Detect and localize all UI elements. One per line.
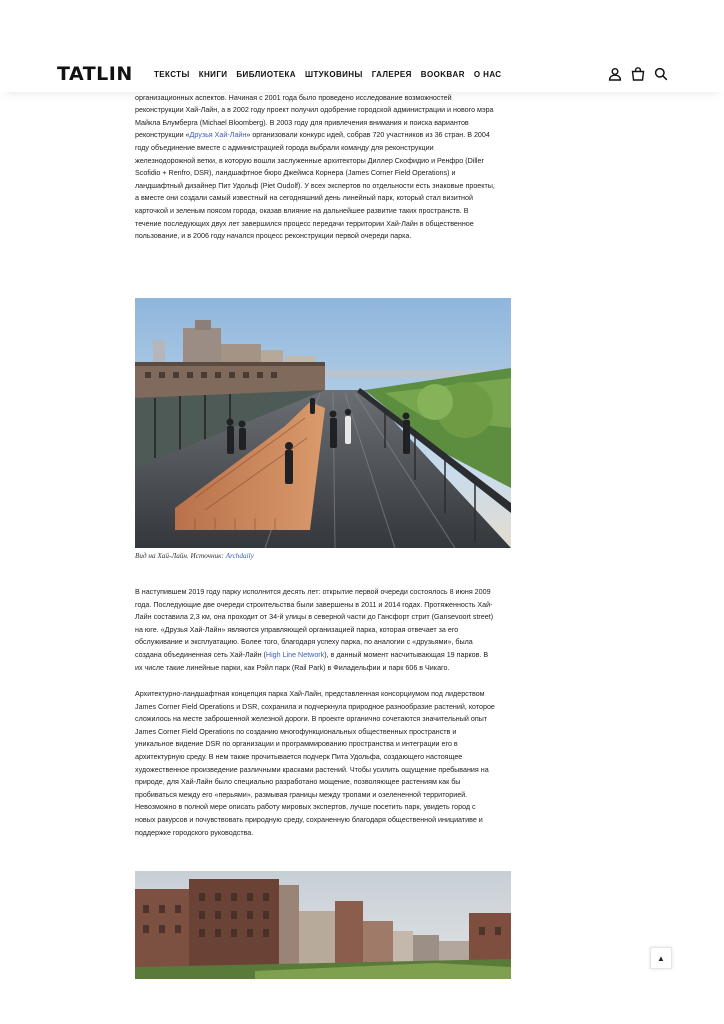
friends-of-high-line-link[interactable]: Друзья Хай-Лайн	[189, 131, 247, 140]
high-line-photo[interactable]	[135, 298, 511, 548]
site-header	[0, 0, 724, 92]
scroll-to-top-button[interactable]	[650, 947, 672, 969]
nav-item-library[interactable]: БИБЛИОТЕКА	[236, 70, 296, 79]
high-line-network-link[interactable]: High Line Network	[265, 650, 325, 659]
caption-text: Вид на Хай-Лайн. Источник:	[135, 552, 226, 560]
article-paragraph-2	[135, 586, 495, 674]
nav-item-gadgets[interactable]: ШТУКОВИНЫ	[304, 70, 363, 79]
article-paragraph-1	[135, 79, 495, 243]
archdaily-link[interactable]: Archdaily	[225, 552, 254, 560]
nav-item-texts[interactable]: ТЕКСТЫ	[154, 70, 190, 79]
cart-icon[interactable]	[631, 67, 645, 81]
header-actions	[608, 67, 668, 81]
article-paragraph-3	[135, 688, 495, 839]
arrow-up-icon: ▲	[657, 953, 665, 963]
nav-item-gallery[interactable]: ГАЛЕРЕЯ	[371, 70, 412, 79]
site-logo[interactable]: TATLIN	[57, 63, 133, 85]
search-icon[interactable]	[654, 67, 668, 81]
paragraph-text: » организовали конкурс идей, собрав 720 участников из 36 стран. В 2004 году объединение вместе с администрацией города выбрали команду для реконструкции железнодорожной ветки, в которую вошли заслуженные архитекторы Диллер Скофидио и Ренфро (Diller Scofidio + Renfro, DSR), ландшафтное бюро Джеймса Корнера (James Corner Field Operations) и ландшафтный дизайнер Пит Удольф (Piet Oudolf). У всех экспертов по отдельности есть знаковые проекты, а вместе они создали самый известный на сегодняшний день линейный парк, который стал визитной карточкой и зеленым поясом города, оказав влияние на дальнейшее развитие таких пространств. В течение последующих двух лет завершился процесс передачи территории Хай-Лайн в общественное пользование, и в 2006 году начался процесс реконструкции первой очереди парка.	[135, 131, 495, 241]
paragraph-text: Архитектурно-ландшафтная концепция парка Хай-Лайн, представленная консорциумом под лидерством James Corner Field Operations и DSR, сохранила и подчеркнула природное разнообразие растений, которое сложилось на месте заброшенной железной дороги. В проекте органично сочетаются значительный опыт James Corner Field Operations по созданию многофункциональных общественных пространств и уникальное видение DSR по организации и программированию пространства и интеграции его в архитектурную среду. В нем также прочитывается подчерк Пита Удольфа, создающего настоящее художественное произведение различными красками растений. Чтобы усилить ощущение пребывания на природе, для Хай-Лайн было специально разработано мощение, позволяющее растениям как бы пробиваться между его «перьями», размывая границы между тропами и озелененной территорией. Невозможно в полной мере описать работу мировых экспертов, лучше посетить парк, увидеть город с новых ракурсов и почувствовать природную среду, сохраненную благодаря общественной инициативе и поддержке городского руководства.	[135, 690, 495, 837]
nav-item-bookbar[interactable]: BOOKBAR	[420, 70, 465, 79]
account-icon[interactable]	[608, 67, 622, 81]
nav-item-books[interactable]: КНИГИ	[198, 70, 228, 79]
paragraph-text: ), в данный момент насчитывающая 19 парков. В их числе такие линейные парки, как Рэйл парк (Rail Park) в Филадельфии и парк 606 в Чикаго.	[135, 650, 489, 672]
city-buildings-photo[interactable]	[135, 871, 511, 979]
photo-caption	[135, 552, 254, 560]
nav-item-about[interactable]: О НАС	[473, 70, 502, 79]
paragraph-text: организационных аспектов. Начиная с 2001 года было проведено исследование возможностей реконструкции Хай-Лайн, а в 2002 году проект получил одобрение городской администрации и нового мэра Майкла Блумберга (Michael Bloomberg). В 2003 году для привлечения внимания и поиска вариантов реконструкции «	[135, 93, 494, 140]
paragraph-text: В наступившем 2019 году парку исполнится десять лет: открытие первой очереди состоялось 8 июня 2009 года. Последующие две очереди строительства были завершены в 2011 и 2014 годах. Протяженность Хай-Лайн составила 2,3 км, она проходит от 34-й улицы в северной части до Гансфорт стрит (Gansevoort street) на юге. «Друзья Хай-Лайн» являются управляющей организацией парка, которая отвечает за его обслуживание и эксплуатацию. Более того, благодаря успеху парка, по аналогии с «друзьями», была создана объединенная сеть Хай-Лайн (	[135, 588, 494, 659]
main-nav	[154, 70, 510, 80]
